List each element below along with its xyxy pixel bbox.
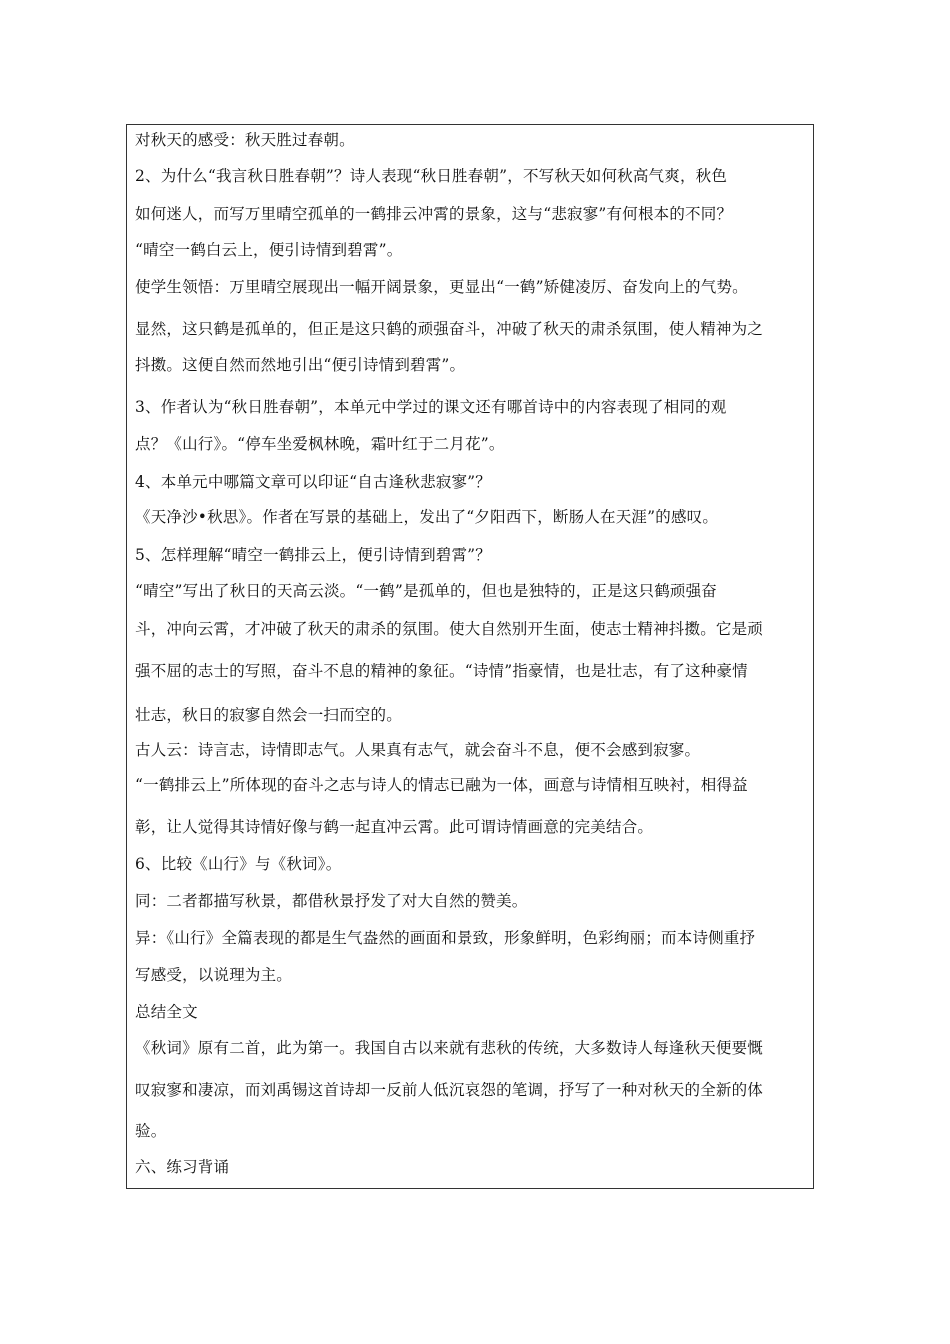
text-line: 强不屈的志士的写照，奋斗不息的精神的象征。“诗情”指豪情，也是壮志，有了这种豪情 xyxy=(135,662,748,680)
text-line: 点？《山行》。“停车坐爱枫林晚，霜叶红于二月花”。 xyxy=(135,435,505,453)
text-line: 2、为什么“我言秋日胜春朝”？诗人表现“秋日胜春朝”，不写秋天如何秋高气爽，秋色 xyxy=(135,167,728,185)
text-line: 写感受，以说理为主。 xyxy=(135,966,293,984)
text-line: “一鹤排云上”所体现的奋斗之志与诗人的情志已融为一体，画意与诗情相互映衬，相得益 xyxy=(135,776,748,794)
text-line: 6、比较《山行》与《秋词》。 xyxy=(135,855,342,873)
text-line: 4、本单元中哪篇文章可以印证“自古逢秋悲寂寥”？ xyxy=(135,473,492,491)
text-line: 叹寂寥和凄凉，而刘禹锡这首诗却一反前人低沉哀怨的笔调，抒写了一种对秋天的全新的体 xyxy=(135,1081,764,1099)
text-line: 使学生领悟：万里晴空展现出一幅开阔景象，更显出“一鹤”矫健凌厉、奋发向上的气势。 xyxy=(135,278,748,296)
text-line: 六、练习背诵 xyxy=(135,1158,230,1176)
text-line: 如何迷人，而写万里晴空孤单的一鹤排云冲霄的景象，这与“悲寂寥”有何根本的不同？ xyxy=(135,205,733,223)
text-line: 对秋天的感受：秋天胜过春朝。 xyxy=(135,131,355,149)
text-line: 斗，冲向云霄，才冲破了秋天的肃杀的氛围。使大自然别开生面，使志士精神抖擞。它是顽 xyxy=(135,620,764,638)
text-line: 抖擞。这便自然而然地引出“便引诗情到碧霄”。 xyxy=(135,356,466,374)
text-line: 验。 xyxy=(135,1122,167,1140)
text-line: 总结全文 xyxy=(135,1003,198,1021)
text-line: 异：《山行》全篇表现的都是生气盎然的画面和景致，形象鲜明，色彩绚丽；而本诗侧重抒 xyxy=(135,929,756,947)
text-line: 壮志，秋日的寂寥自然会一扫而空的。 xyxy=(135,706,402,724)
text-line: 同：二者都描写秋景，都借秋景抒发了对大自然的赞美。 xyxy=(135,892,528,910)
text-line: 3、作者认为“秋日胜春朝”，本单元中学过的课文还有哪首诗中的内容表现了相同的观 xyxy=(135,398,727,416)
text-line: “晴空一鹤白云上，便引诗情到碧霄”。 xyxy=(135,241,403,259)
text-line: 《天净沙•秋思》。作者在写景的基础上，发出了“夕阳西下，断肠人在天涯”的感叹。 xyxy=(135,508,719,526)
text-line: 5、怎样理解“晴空一鹤排云上，便引诗情到碧霄”？ xyxy=(135,546,492,564)
text-line: 显然，这只鹤是孤单的，但正是这只鹤的顽强奋斗，冲破了秋天的肃杀氛围，使人精神为之 xyxy=(135,320,764,338)
text-line: 古人云：诗言志，诗情即志气。人果真有志气，就会奋斗不息，便不会感到寂寥。 xyxy=(135,741,701,759)
text-line: 《秋词》原有二首，此为第一。我国自古以来就有悲秋的传统，大多数诗人每逢秋天便要慨 xyxy=(135,1039,764,1057)
text-line: “晴空”写出了秋日的天高云淡。“一鹤”是孤单的，但也是独特的，正是这只鹤顽强奋 xyxy=(135,582,717,600)
text-line: 彰，让人觉得其诗情好像与鹤一起直冲云霄。此可谓诗情画意的完美结合。 xyxy=(135,818,654,836)
